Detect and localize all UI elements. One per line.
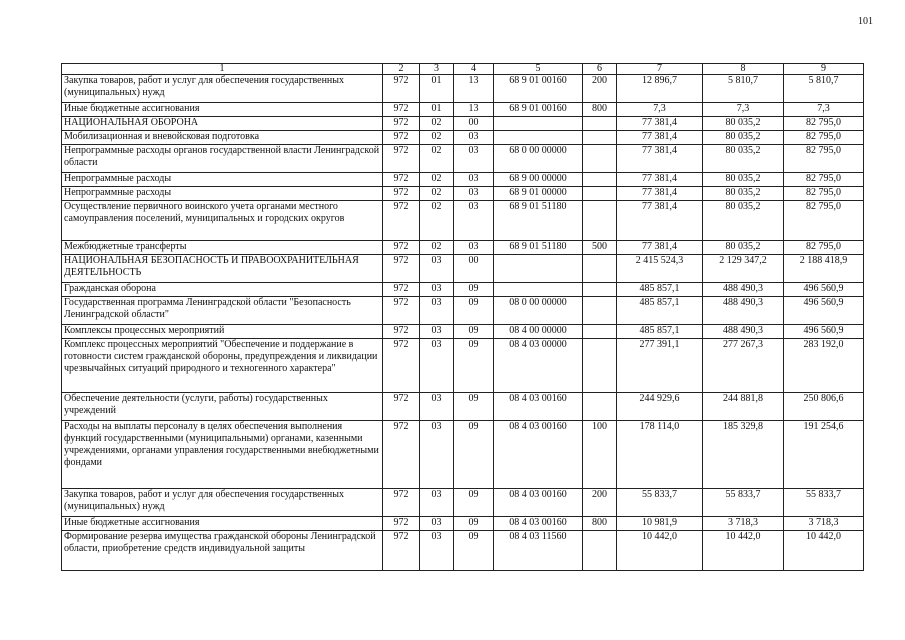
table-row (62, 393, 864, 421)
cell-csr: 68 9 01 00160 (494, 75, 583, 103)
cell-vr (583, 117, 617, 131)
column-header: 5 (494, 64, 583, 75)
cell-ved: 972 (383, 173, 420, 187)
table-row (62, 255, 864, 283)
cell-rz: 03 (420, 531, 454, 571)
cell-pr: 03 (454, 241, 494, 255)
cell-pr: 13 (454, 75, 494, 103)
cell-rz: 02 (420, 187, 454, 201)
cell-ved: 972 (383, 531, 420, 571)
cell-csr: 08 4 03 00160 (494, 489, 583, 517)
cell-value-1: 77 381,4 (617, 145, 703, 173)
cell-rz: 02 (420, 201, 454, 241)
cell-value-3: 496 560,9 (784, 283, 864, 297)
cell-vr (583, 145, 617, 173)
cell-value-1: 77 381,4 (617, 187, 703, 201)
cell-value-2: 488 490,3 (703, 297, 784, 325)
cell-value-1: 77 381,4 (617, 201, 703, 241)
cell-value-1: 55 833,7 (617, 489, 703, 517)
cell-value-2: 185 329,8 (703, 421, 784, 489)
cell-pr: 09 (454, 339, 494, 393)
cell-value-2: 80 035,2 (703, 201, 784, 241)
cell-ved: 972 (383, 255, 420, 283)
cell-value-2: 5 810,7 (703, 75, 784, 103)
cell-value-1: 277 391,1 (617, 339, 703, 393)
table-row (62, 531, 864, 571)
column-header: 8 (703, 64, 784, 75)
cell-ved: 972 (383, 145, 420, 173)
cell-value-1: 7,3 (617, 103, 703, 117)
cell-vr (583, 283, 617, 297)
cell-value-2: 2 129 347,2 (703, 255, 784, 283)
cell-csr: 68 9 01 00160 (494, 103, 583, 117)
cell-rz: 03 (420, 283, 454, 297)
cell-value-1: 10 981,9 (617, 517, 703, 531)
column-header: 4 (454, 64, 494, 75)
cell-rz: 03 (420, 517, 454, 531)
cell-value-3: 82 795,0 (784, 145, 864, 173)
cell-ved: 972 (383, 187, 420, 201)
column-header: 6 (583, 64, 617, 75)
cell-pr: 09 (454, 517, 494, 531)
cell-vr (583, 201, 617, 241)
cell-rz: 02 (420, 173, 454, 187)
table-row (62, 421, 864, 489)
cell-csr: 08 4 03 00160 (494, 393, 583, 421)
cell-value-2: 80 035,2 (703, 173, 784, 187)
cell-value-3: 82 795,0 (784, 117, 864, 131)
column-header: 7 (617, 64, 703, 75)
cell-rz: 03 (420, 325, 454, 339)
budget-table (61, 63, 864, 571)
cell-vr (583, 131, 617, 145)
cell-value-3: 496 560,9 (784, 297, 864, 325)
cell-pr: 09 (454, 393, 494, 421)
cell-vr: 500 (583, 241, 617, 255)
table-row (62, 75, 864, 103)
table-row (62, 131, 864, 145)
cell-ved: 972 (383, 75, 420, 103)
table-row (62, 325, 864, 339)
cell-name: Закупка товаров, работ и услуг для обеспечения государственных (муниципальных) нужд (62, 75, 383, 103)
table-row (62, 117, 864, 131)
cell-pr: 13 (454, 103, 494, 117)
cell-value-3: 2 188 418,9 (784, 255, 864, 283)
cell-value-1: 77 381,4 (617, 173, 703, 187)
cell-ved: 972 (383, 325, 420, 339)
cell-value-2: 80 035,2 (703, 117, 784, 131)
cell-pr: 00 (454, 117, 494, 131)
cell-rz: 02 (420, 241, 454, 255)
cell-value-3: 5 810,7 (784, 75, 864, 103)
cell-value-3: 82 795,0 (784, 201, 864, 241)
cell-vr: 800 (583, 103, 617, 117)
header-row (62, 64, 864, 75)
cell-rz: 01 (420, 103, 454, 117)
cell-value-2: 80 035,2 (703, 187, 784, 201)
cell-csr: 68 9 01 51180 (494, 201, 583, 241)
cell-value-2: 10 442,0 (703, 531, 784, 571)
cell-pr: 09 (454, 297, 494, 325)
cell-name: Комплексы процессных мероприятий (62, 325, 383, 339)
cell-value-1: 244 929,6 (617, 393, 703, 421)
cell-name: Обеспечение деятельности (услуги, работы) государственных учреждений (62, 393, 383, 421)
cell-pr: 03 (454, 173, 494, 187)
cell-value-2: 80 035,2 (703, 241, 784, 255)
cell-rz: 03 (420, 393, 454, 421)
cell-pr: 03 (454, 187, 494, 201)
cell-vr: 800 (583, 517, 617, 531)
cell-csr (494, 255, 583, 283)
cell-value-1: 77 381,4 (617, 131, 703, 145)
cell-csr: 68 9 01 00000 (494, 187, 583, 201)
cell-ved: 972 (383, 421, 420, 489)
cell-csr (494, 131, 583, 145)
cell-ved: 972 (383, 103, 420, 117)
table-row (62, 145, 864, 173)
cell-rz: 01 (420, 75, 454, 103)
cell-value-1: 10 442,0 (617, 531, 703, 571)
cell-pr: 09 (454, 489, 494, 517)
table-row (62, 201, 864, 241)
cell-name: НАЦИОНАЛЬНАЯ ОБОРОНА (62, 117, 383, 131)
cell-vr (583, 173, 617, 187)
column-header: 2 (383, 64, 420, 75)
cell-vr: 200 (583, 489, 617, 517)
cell-ved: 972 (383, 131, 420, 145)
cell-pr: 03 (454, 131, 494, 145)
cell-name: Непрограммные расходы (62, 187, 383, 201)
cell-csr: 68 0 00 00000 (494, 145, 583, 173)
cell-pr: 00 (454, 255, 494, 283)
cell-vr (583, 393, 617, 421)
cell-pr: 09 (454, 325, 494, 339)
cell-value-2: 244 881,8 (703, 393, 784, 421)
cell-value-1: 178 114,0 (617, 421, 703, 489)
cell-csr: 08 4 03 00000 (494, 339, 583, 393)
cell-vr (583, 297, 617, 325)
cell-value-1: 12 896,7 (617, 75, 703, 103)
column-header: 1 (62, 64, 383, 75)
table-row (62, 297, 864, 325)
table-row (62, 103, 864, 117)
cell-value-3: 82 795,0 (784, 131, 864, 145)
cell-ved: 972 (383, 393, 420, 421)
cell-name: Непрограммные расходы (62, 173, 383, 187)
cell-csr: 08 0 00 00000 (494, 297, 583, 325)
table-row (62, 283, 864, 297)
table-row (62, 187, 864, 201)
cell-ved: 972 (383, 339, 420, 393)
cell-csr: 08 4 03 00160 (494, 517, 583, 531)
cell-rz: 03 (420, 255, 454, 283)
cell-pr: 03 (454, 201, 494, 241)
cell-value-2: 277 267,3 (703, 339, 784, 393)
cell-value-1: 77 381,4 (617, 117, 703, 131)
cell-value-3: 82 795,0 (784, 241, 864, 255)
cell-rz: 03 (420, 489, 454, 517)
cell-name: Закупка товаров, работ и услуг для обеспечения государственных (муниципальных) нужд (62, 489, 383, 517)
cell-value-3: 82 795,0 (784, 173, 864, 187)
cell-value-1: 485 857,1 (617, 283, 703, 297)
cell-value-2: 80 035,2 (703, 145, 784, 173)
cell-ved: 972 (383, 241, 420, 255)
cell-name: Формирование резерва имущества гражданской обороны Ленинградской области, приобретение средств индивидуальной защиты (62, 531, 383, 571)
cell-value-3: 82 795,0 (784, 187, 864, 201)
cell-value-1: 77 381,4 (617, 241, 703, 255)
column-header: 9 (784, 64, 864, 75)
cell-value-3: 496 560,9 (784, 325, 864, 339)
cell-name: Мобилизационная и вневойсковая подготовка (62, 131, 383, 145)
cell-csr: 68 9 01 51180 (494, 241, 583, 255)
cell-value-1: 2 415 524,3 (617, 255, 703, 283)
table-row (62, 489, 864, 517)
cell-pr: 09 (454, 531, 494, 571)
cell-csr (494, 117, 583, 131)
cell-csr: 68 9 00 00000 (494, 173, 583, 187)
table-row (62, 241, 864, 255)
cell-pr: 03 (454, 145, 494, 173)
cell-ved: 972 (383, 201, 420, 241)
cell-value-2: 80 035,2 (703, 131, 784, 145)
cell-value-2: 3 718,3 (703, 517, 784, 531)
cell-value-3: 191 254,6 (784, 421, 864, 489)
cell-pr: 09 (454, 421, 494, 489)
table-row (62, 339, 864, 393)
cell-name: Межбюджетные трансферты (62, 241, 383, 255)
cell-vr (583, 187, 617, 201)
cell-value-3: 7,3 (784, 103, 864, 117)
cell-name: Непрограммные расходы органов государственной власти Ленинградской области (62, 145, 383, 173)
cell-vr: 200 (583, 75, 617, 103)
cell-name: Государственная программа Ленинградской области "Безопасность Ленинградской области" (62, 297, 383, 325)
cell-ved: 972 (383, 117, 420, 131)
cell-ved: 972 (383, 517, 420, 531)
cell-vr (583, 531, 617, 571)
cell-pr: 09 (454, 283, 494, 297)
column-header: 3 (420, 64, 454, 75)
cell-name: НАЦИОНАЛЬНАЯ БЕЗОПАСНОСТЬ И ПРАВООХРАНИТЕЛЬНАЯ ДЕЯТЕЛЬНОСТЬ (62, 255, 383, 283)
cell-name: Комплекс процессных мероприятий "Обеспечение и поддержание в готовности систем гражданской обороны, предупреждения и ликвидации чрезвычайных ситуаций природного и техногенного характера" (62, 339, 383, 393)
cell-ved: 972 (383, 297, 420, 325)
table-row (62, 173, 864, 187)
cell-value-2: 488 490,3 (703, 325, 784, 339)
cell-rz: 02 (420, 131, 454, 145)
cell-name: Расходы на выплаты персоналу в целях обеспечения выполнения функций государственными (муниципальными) органами, казенными учреждениями, органами управления государственными внебюджетными фондами (62, 421, 383, 489)
cell-rz: 03 (420, 297, 454, 325)
cell-csr (494, 283, 583, 297)
cell-vr (583, 255, 617, 283)
cell-value-3: 3 718,3 (784, 517, 864, 531)
cell-value-3: 283 192,0 (784, 339, 864, 393)
cell-rz: 03 (420, 421, 454, 489)
cell-name: Иные бюджетные ассигнования (62, 517, 383, 531)
cell-rz: 02 (420, 145, 454, 173)
cell-csr: 08 4 00 00000 (494, 325, 583, 339)
cell-csr: 08 4 03 00160 (494, 421, 583, 489)
cell-rz: 03 (420, 339, 454, 393)
cell-value-2: 488 490,3 (703, 283, 784, 297)
cell-name: Осуществление первичного воинского учета органами местного самоуправления поселений, муниципальных и городских округов (62, 201, 383, 241)
cell-name: Гражданская оборона (62, 283, 383, 297)
cell-value-2: 55 833,7 (703, 489, 784, 517)
cell-value-1: 485 857,1 (617, 297, 703, 325)
cell-vr (583, 339, 617, 393)
table-row (62, 517, 864, 531)
cell-value-1: 485 857,1 (617, 325, 703, 339)
page-number: 101 (858, 16, 873, 27)
cell-value-3: 10 442,0 (784, 531, 864, 571)
cell-vr (583, 325, 617, 339)
cell-name: Иные бюджетные ассигнования (62, 103, 383, 117)
cell-value-3: 250 806,6 (784, 393, 864, 421)
cell-ved: 972 (383, 489, 420, 517)
cell-vr: 100 (583, 421, 617, 489)
cell-csr: 08 4 03 11560 (494, 531, 583, 571)
cell-value-3: 55 833,7 (784, 489, 864, 517)
cell-ved: 972 (383, 283, 420, 297)
cell-rz: 02 (420, 117, 454, 131)
cell-value-2: 7,3 (703, 103, 784, 117)
